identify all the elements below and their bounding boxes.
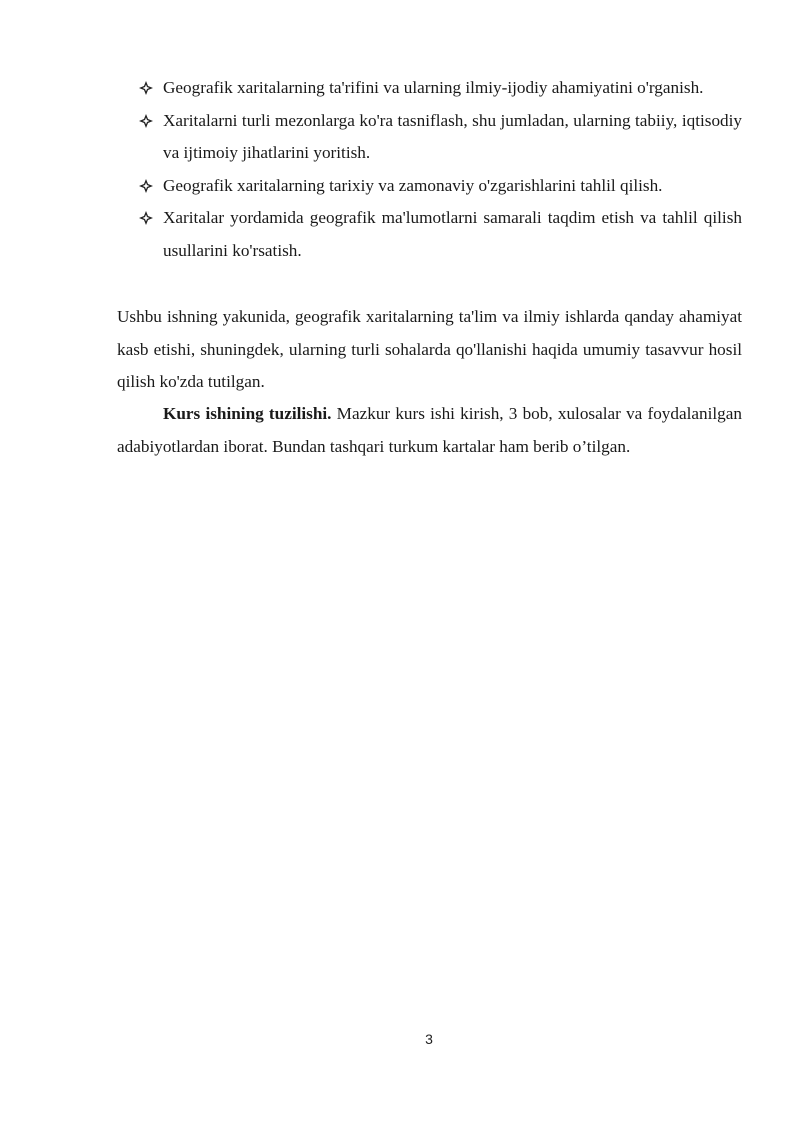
conclusion-paragraph: Ushbu ishning yakunida, geografik xaritalarning ta'lim va ilmiy ishlarda qanday ahamiyat kasb etishi, shuningdek, ularning turli sohalarda qo'llanishi haqida umumiy tasavvur hosil qilish ko'zda tutilgan. (117, 307, 742, 391)
structure-heading: Kurs ishining tuzilishi. (163, 404, 332, 423)
structure-paragraph (117, 398, 742, 463)
list-item (117, 72, 742, 105)
list-item (117, 170, 742, 203)
diamond-four-petal-icon (138, 170, 154, 203)
list-item (117, 202, 742, 267)
diamond-four-petal-icon (138, 105, 154, 138)
diamond-four-petal-icon (138, 72, 154, 105)
structure-text: Mazkur kurs ishi kirish, 3 bob, xulosalar va foydalanilgan adabiyotlardan iborat. Bundan tashqari turkum kartalar ham berib o’tilgan. (117, 404, 742, 456)
list-item-text: Geografik xaritalarning tarixiy va zamonaviy o'zgarishlarini tahlil qilish. (163, 175, 663, 195)
page-number: 3 (425, 1031, 433, 1047)
diamond-four-petal-icon (138, 202, 154, 235)
list-item-text: Xaritalar yordamida geografik ma'lumotlarni samarali taqdim etish va tahlil qilish usullarini ko'rsatish. (163, 208, 742, 260)
objectives-list (117, 72, 742, 267)
list-item-text: Geografik xaritalarning ta'rifini va ularning ilmiy-ijodiy ahamiyatini o'rganish. (163, 78, 704, 97)
list-item-text: Xaritalarni turli mezonlarga ko'ra tasniflash, shu jumladan, ularning tabiiy, iqtisodiy va ijtimoiy jihatlarini yoritish. (163, 110, 742, 162)
list-item (117, 105, 742, 170)
